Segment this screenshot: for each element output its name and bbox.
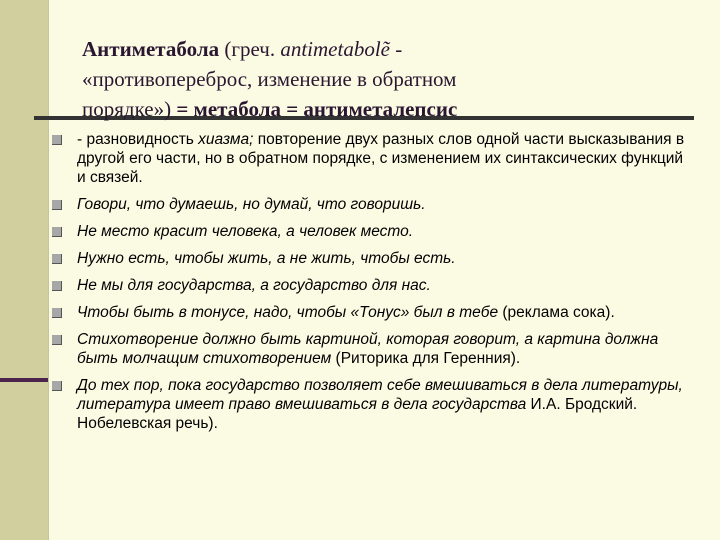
item-italic-text: Не место красит человека, а человек место.: [77, 223, 414, 240]
square-bullet-icon: [52, 254, 62, 264]
title-line1-tail: -: [389, 37, 403, 61]
item-text-tail: повторение двух разных слов одной части высказывания в другой его части, но в обратном порядке, с изменением их синтаксических функций и связей.: [77, 131, 685, 186]
list-item: [52, 222, 692, 241]
item-italic-text: хиазма;: [198, 131, 254, 148]
square-bullet-icon: [52, 335, 62, 345]
title-term: Антиметабола: [82, 37, 220, 61]
bullet-list: [52, 130, 692, 441]
list-item: [52, 330, 692, 368]
item-italic-text: Не мы для государства, а государство для нас.: [77, 277, 431, 294]
title-equivalents: = метабола = антиметалепсис: [176, 97, 458, 121]
title-greek-prefix: (греч.: [219, 37, 281, 61]
item-text-tail: (реклама сока).: [498, 304, 615, 321]
square-bullet-icon: [52, 200, 62, 210]
title-line3: порядке»): [82, 97, 177, 121]
list-item: [52, 195, 692, 214]
title-line2: «противопереброс, изменение в обратном: [82, 67, 457, 91]
list-item: [52, 303, 692, 322]
square-bullet-icon: [52, 135, 62, 145]
list-item: [52, 130, 692, 187]
title-greek-word: antimetabolẽ: [280, 37, 390, 61]
list-item: [52, 276, 692, 295]
square-bullet-icon: [52, 308, 62, 318]
item-italic-text: До тех пор, пока государство позволяет себе вмешиваться в дела литературы, литература имеет право вмешиваться в дела государства: [77, 377, 683, 413]
left-decorative-band: [0, 0, 48, 540]
item-italic-text: Говори, что думаешь, но думай, что говоришь.: [77, 196, 426, 213]
square-bullet-icon: [52, 227, 62, 237]
item-text: - разновидность: [77, 131, 199, 148]
list-item: [52, 376, 692, 433]
item-italic-text: Стихотворение должно быть картиной, которая говорит, а картина должна быть молчащим стихотворением: [77, 331, 659, 367]
band-divider: [48, 0, 49, 540]
slide-title: [82, 34, 642, 124]
item-italic-text: Нужно есть, чтобы жить, а не жить, чтобы есть.: [77, 250, 456, 267]
item-text-tail: И.А. Бродский. Нобелевская речь).: [77, 396, 638, 432]
item-italic-text: Чтобы быть в тонусе, надо, чтобы «Тонус» был в тебе: [77, 304, 499, 321]
square-bullet-icon: [52, 381, 62, 391]
list-item: [52, 249, 692, 268]
left-band-accent-rule: [0, 378, 48, 382]
item-text-tail: (Риторика для Геренния).: [331, 350, 521, 367]
square-bullet-icon: [52, 281, 62, 291]
